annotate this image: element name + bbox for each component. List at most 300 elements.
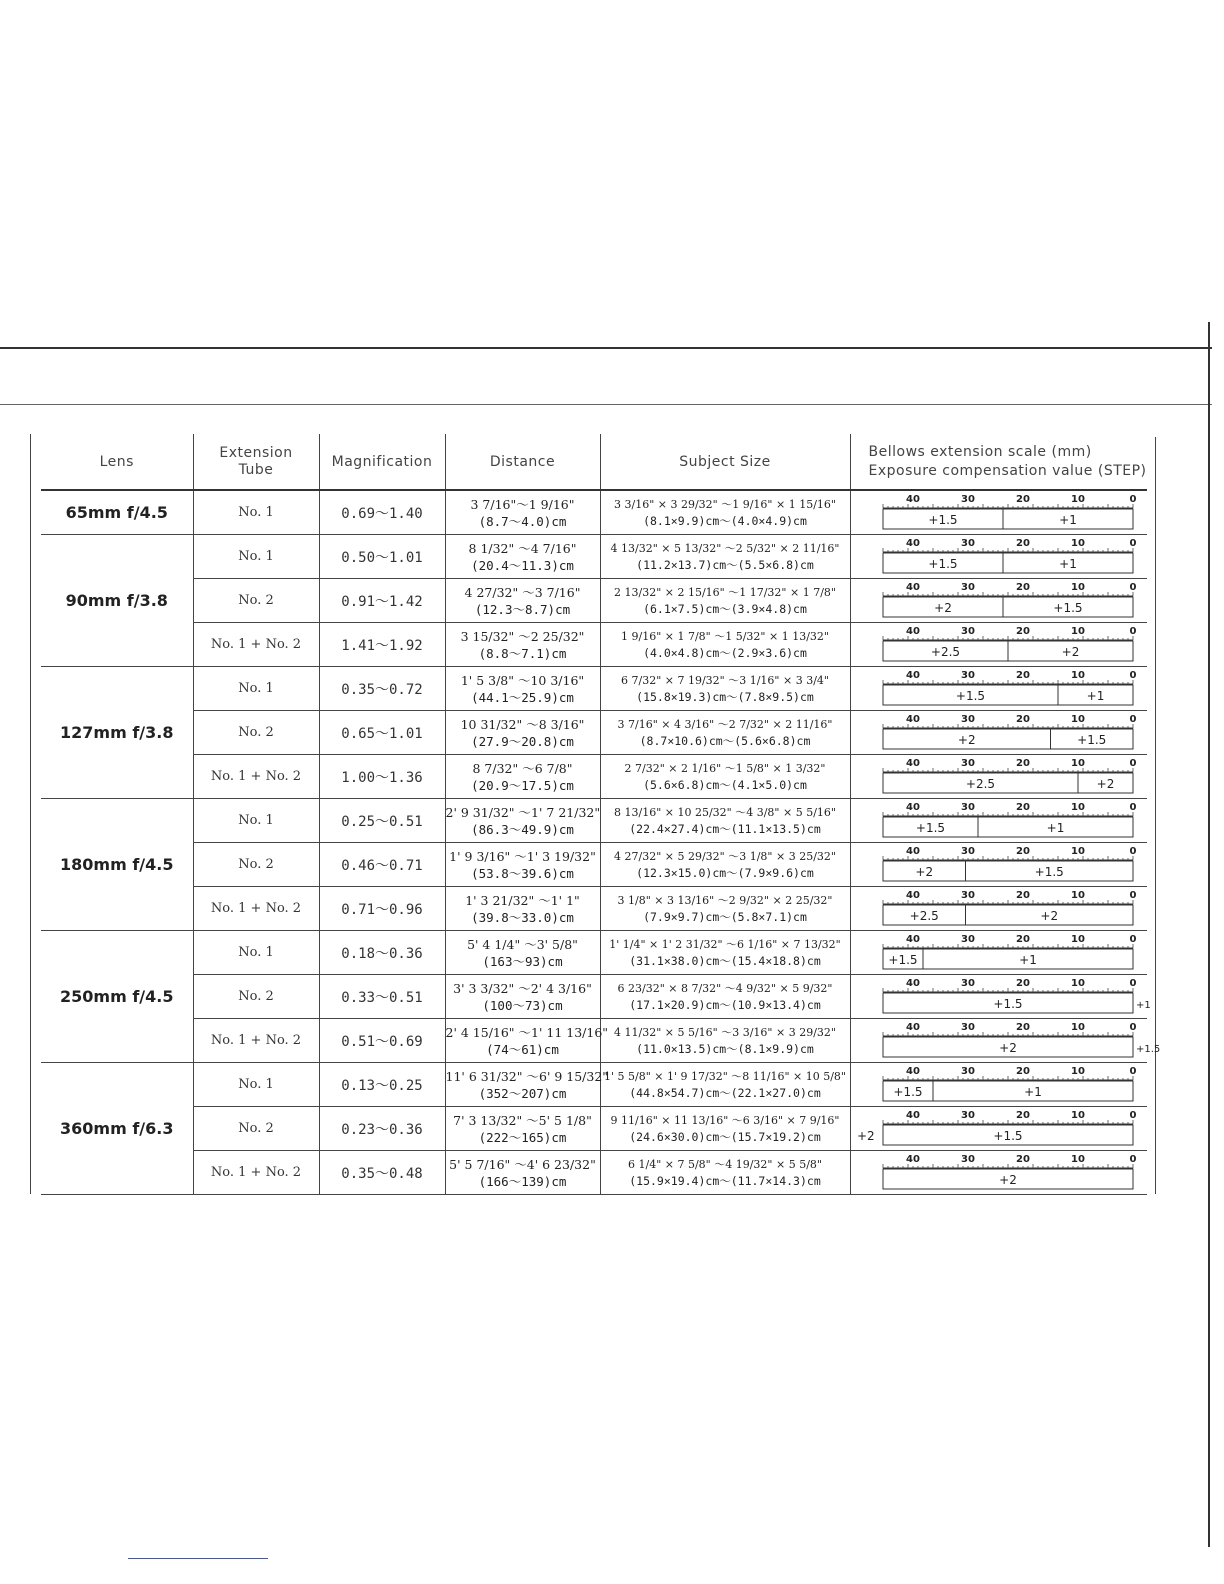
magnification-range: 1.00～1.36 <box>319 755 445 799</box>
subject-size-metric: (22.4×27.4)cm～(11.1×13.5)cm <box>629 821 821 836</box>
subject-size-cell <box>600 623 850 667</box>
subject-size-imperial: 3 7/16" × 4 3/16" ～2 7/32" × 2 11/16" <box>617 717 833 731</box>
bellows-scale <box>851 1107 1148 1150</box>
scale-tick-label: 10 <box>1070 1066 1085 1077</box>
scale-tick-label: 30 <box>960 890 975 901</box>
bellows-scale-cell <box>850 1107 1147 1151</box>
subject-size-metric: (44.8×54.7)cm～(22.1×27.0)cm <box>629 1085 821 1100</box>
magnification-range: 0.35～0.72 <box>319 667 445 711</box>
scale-tick-label: 0 <box>1129 978 1136 989</box>
compensation-value: +1.5 <box>955 689 985 703</box>
bellows-scale-cell <box>850 579 1147 623</box>
bellows-scale-cell <box>850 799 1147 843</box>
bellows-scale <box>851 1019 1160 1062</box>
subject-size-cell <box>600 887 850 931</box>
distance-imperial: 8 7/32" ～6 7/8" <box>472 760 573 776</box>
extension-tube: No. 1 + No. 2 <box>193 1019 319 1063</box>
compensation-value: +2.5 <box>930 645 960 659</box>
scale-tick-label: 20 <box>1015 890 1030 901</box>
scale-tick-label: 20 <box>1015 1154 1030 1165</box>
lens-name: 360mm f/6.3 <box>41 1063 193 1195</box>
subject-size-metric: (7.9×9.7)cm～(5.8×7.1)cm <box>643 909 807 924</box>
scale-tick-label: 20 <box>1015 538 1030 549</box>
subject-size-cell <box>600 535 850 579</box>
scale-tick-label: 0 <box>1129 582 1136 593</box>
scale-tick-label: 30 <box>960 1066 975 1077</box>
bellows-scale <box>851 491 1148 534</box>
extension-tube: No. 1 <box>193 535 319 579</box>
compensation-value: +2 <box>914 865 933 879</box>
distance-cell <box>445 799 600 843</box>
distance-imperial: 3 7/16"～1 9/16" <box>470 496 575 512</box>
table-row <box>41 535 1147 579</box>
subject-size-metric: (17.1×20.9)cm～(10.9×13.4)cm <box>629 997 821 1012</box>
scale-tick-label: 20 <box>1015 670 1030 681</box>
subject-size-cell <box>600 755 850 799</box>
scale-tick-label: 0 <box>1129 1110 1136 1121</box>
extension-tube: No. 2 <box>193 711 319 755</box>
subject-size-cell <box>600 931 850 975</box>
compensation-value: +2 <box>1096 777 1114 791</box>
table-row <box>41 1151 1147 1195</box>
subject-size-metric: (31.1×38.0)cm～(15.4×18.8)cm <box>629 953 821 968</box>
scale-tick-label: 40 <box>905 978 920 989</box>
scale-tick-label: 30 <box>960 802 975 813</box>
compensation-value: +1.5 <box>927 557 958 571</box>
header-lens: Lens <box>41 434 193 490</box>
magnification-range: 0.13～0.25 <box>319 1063 445 1107</box>
distance-cell <box>445 1107 600 1151</box>
compensation-value: +1.5 <box>992 1129 1023 1143</box>
subject-size-metric: (8.7×10.6)cm～(5.6×6.8)cm <box>639 733 811 748</box>
compensation-value: +1 <box>1023 1085 1042 1099</box>
compensation-box <box>883 773 1133 793</box>
scale-tick-label: 30 <box>960 494 975 505</box>
distance-metric: (20.9～17.5)cm <box>471 777 574 793</box>
subject-size-metric: (15.9×19.4)cm～(11.7×14.3)cm <box>629 1173 821 1188</box>
extension-tube: No. 2 <box>193 843 319 887</box>
scale-tick-label: 10 <box>1070 714 1085 725</box>
distance-cell <box>445 535 600 579</box>
compensation-value: +1.5 <box>992 997 1023 1011</box>
subject-size-cell <box>600 1063 850 1107</box>
bellows-scale-cell <box>850 490 1147 535</box>
subject-size-imperial: 1' 1/4" × 1' 2 31/32" ～6 1/16" × 7 13/32" <box>609 937 841 951</box>
scale-tick-label: 40 <box>905 538 920 549</box>
table-right-edge <box>1155 437 1156 1194</box>
compensation-value: +2 <box>998 1173 1017 1187</box>
magnification-range: 0.46～0.71 <box>319 843 445 887</box>
compensation-value: +2 <box>1039 909 1058 923</box>
distance-imperial: 3' 3 3/32" ～2' 4 3/16" <box>453 980 592 996</box>
magnification-range: 0.69～1.40 <box>319 490 445 535</box>
scale-tick-label: 20 <box>1015 978 1030 989</box>
scale-tick-label: 10 <box>1070 538 1085 549</box>
bellows-scale-cell <box>850 535 1147 579</box>
distance-imperial: 10 31/32" ～8 3/16" <box>460 716 585 732</box>
compensation-value: +1 <box>1086 689 1104 703</box>
subject-size-cell <box>600 975 850 1019</box>
distance-metric: (12.3～8.7)cm <box>474 601 571 617</box>
magnification-range: 0.33～0.51 <box>319 975 445 1019</box>
scale-tick-label: 10 <box>1070 1022 1085 1033</box>
subject-size-cell <box>600 799 850 843</box>
distance-imperial: 1' 3 21/32" ～1' 1" <box>465 892 580 908</box>
bellows-scale-cell <box>850 667 1147 711</box>
scale-tick-label: 40 <box>905 1110 920 1121</box>
bellows-scale <box>851 623 1148 666</box>
distance-imperial: 2' 9 31/32" ～1' 7 21/32" <box>445 804 601 820</box>
lens-name: 65mm f/4.5 <box>41 490 193 535</box>
distance-imperial: 3 15/32" ～2 25/32" <box>460 628 585 644</box>
distance-cell <box>445 931 600 975</box>
subject-size-cell <box>600 1107 850 1151</box>
scale-tick-label: 0 <box>1129 802 1136 813</box>
magnification-range: 0.18～0.36 <box>319 931 445 975</box>
lens-name: 250mm f/4.5 <box>41 931 193 1063</box>
lens-name: 90mm f/3.8 <box>41 535 193 667</box>
compensation-value: +1 <box>1046 821 1064 835</box>
subject-size-metric: (12.3×15.0)cm～(7.9×9.6)cm <box>636 865 814 880</box>
bellows-scale-cell <box>850 887 1147 931</box>
distance-imperial: 1' 9 3/16" ～1' 3 19/32" <box>449 848 596 864</box>
scale-tick-label: 10 <box>1070 890 1085 901</box>
scale-tick-label: 10 <box>1070 626 1085 637</box>
subject-size-imperial: 2 13/32" × 2 15/16" ～1 17/32" × 1 7/8" <box>614 585 836 599</box>
scale-tick-label: 30 <box>960 1110 975 1121</box>
table-row <box>41 711 1147 755</box>
subject-size-imperial: 9 11/16" × 11 13/16" ～6 3/16" × 7 9/16" <box>610 1113 840 1127</box>
distance-metric: (8.7～4.0)cm <box>478 513 567 529</box>
scale-tick-label: 30 <box>960 978 975 989</box>
distance-metric: (163～93)cm <box>482 953 563 969</box>
table-row <box>41 490 1147 535</box>
subject-size-metric: (6.1×7.5)cm～(3.9×4.8)cm <box>643 601 807 616</box>
scale-tick-label: 40 <box>905 1154 920 1165</box>
scale-tick-label: 30 <box>960 758 975 769</box>
scale-tick-label: 10 <box>1070 1110 1085 1121</box>
compensation-value: +1.5 <box>887 953 918 967</box>
scale-tick-label: 30 <box>960 714 975 725</box>
table-row <box>41 1019 1147 1063</box>
magnification-range: 0.23～0.36 <box>319 1107 445 1151</box>
bellows-scale <box>851 667 1148 710</box>
compensation-box <box>883 597 1133 617</box>
table-row <box>41 887 1147 931</box>
compensation-value: +1.5 <box>1052 601 1083 615</box>
extension-tube: No. 1 <box>193 667 319 711</box>
scale-tick-label: 40 <box>905 714 920 725</box>
distance-imperial: 5' 5 7/16" ～4' 6 23/32" <box>449 1156 596 1172</box>
subject-size-imperial: 8 13/16" × 10 25/32" ～4 3/8" × 5 5/16" <box>614 805 836 819</box>
footer-link-line <box>128 1558 268 1559</box>
magnification-range: 0.51～0.69 <box>319 1019 445 1063</box>
compensation-value: +1.5 <box>927 513 958 527</box>
table-left-edge <box>30 434 31 1194</box>
subject-size-metric: (5.6×6.8)cm～(4.1×5.0)cm <box>643 777 807 792</box>
magnification-range: 1.41～1.92 <box>319 623 445 667</box>
table-row <box>41 623 1147 667</box>
distance-metric: (74～61)cm <box>486 1041 559 1057</box>
compensation-box <box>883 509 1133 529</box>
scale-tick-label: 20 <box>1015 846 1030 857</box>
distance-cell <box>445 887 600 931</box>
scale-tick-label: 0 <box>1129 714 1136 725</box>
compensation-value: +2 <box>998 1041 1017 1055</box>
bellows-scale-cell <box>850 623 1147 667</box>
bellows-scale <box>851 843 1148 886</box>
scale-tick-label: 10 <box>1070 934 1085 945</box>
distance-imperial: 7' 3 13/32" ～5' 5 1/8" <box>453 1112 592 1128</box>
subject-size-imperial: 3 3/16" × 3 29/32" ～1 9/16" × 1 15/16" <box>614 497 836 511</box>
extension-tube: No. 2 <box>193 1107 319 1151</box>
subject-size-cell <box>600 1151 850 1195</box>
subject-size-cell <box>600 1019 850 1063</box>
scale-tick-label: 20 <box>1015 1066 1030 1077</box>
subject-size-imperial: 4 27/32" × 5 29/32" ～3 1/8" × 3 25/32" <box>614 849 836 863</box>
scale-tick-label: 10 <box>1070 846 1085 857</box>
subject-size-cell <box>600 711 850 755</box>
scale-tick-label: 40 <box>905 890 920 901</box>
scale-tick-label: 0 <box>1129 758 1136 769</box>
compensation-value: +2 <box>957 733 976 747</box>
scale-tick-label: 40 <box>905 1022 920 1033</box>
extension-tube: No. 1 <box>193 490 319 535</box>
subject-size-metric: (15.8×19.3)cm～(7.8×9.5)cm <box>636 689 814 704</box>
distance-metric: (86.3～49.9)cm <box>471 821 574 837</box>
scale-tick-label: 20 <box>1015 934 1030 945</box>
distance-metric: (352～207)cm <box>478 1085 567 1101</box>
bellows-scale <box>851 579 1148 622</box>
scale-tick-label: 40 <box>905 1066 920 1077</box>
scale-tick-label: 10 <box>1070 978 1085 989</box>
distance-metric: (20.4～11.3)cm <box>471 557 574 573</box>
compensation-value: +1.5 <box>892 1085 923 1099</box>
magnification-range: 0.35～0.48 <box>319 1151 445 1195</box>
subject-size-imperial: 3 1/8" × 3 13/16" ～2 9/32" × 2 25/32" <box>617 893 833 907</box>
distance-imperial: 1' 5 3/8" ～10 3/16" <box>460 672 585 688</box>
subject-size-imperial: 6 1/4" × 7 5/8" ～4 19/32" × 5 5/8" <box>628 1157 822 1171</box>
scale-tick-label: 10 <box>1070 670 1085 681</box>
bellows-scale <box>851 535 1148 578</box>
distance-imperial: 8 1/32" ～4 7/16" <box>468 540 577 556</box>
distance-imperial: 4 27/32" ～3 7/16" <box>464 584 581 600</box>
scale-tick-label: 0 <box>1129 1066 1136 1077</box>
scale-tick-label: 20 <box>1015 714 1030 725</box>
bellows-scale <box>851 975 1151 1018</box>
scale-tick-label: 30 <box>960 934 975 945</box>
compensation-value: +1.5 <box>1135 1044 1160 1055</box>
scale-tick-label: 30 <box>960 626 975 637</box>
subject-size-metric: (11.2×13.7)cm～(5.5×6.8)cm <box>636 557 814 572</box>
subject-size-imperial: 2 7/32" × 2 1/16" ～1 5/8" × 1 3/32" <box>624 761 826 775</box>
compensation-value: +1.5 <box>1076 733 1106 747</box>
subject-size-metric: (24.6×30.0)cm～(15.7×19.2)cm <box>629 1129 821 1144</box>
distance-imperial: 11' 6 31/32" ～6' 9 15/32" <box>445 1068 609 1084</box>
bellows-scale-cell <box>850 711 1147 755</box>
scale-tick-label: 0 <box>1129 670 1136 681</box>
subject-size-metric: (11.0×13.5)cm～(8.1×9.9)cm <box>636 1041 814 1056</box>
magnification-range: 0.91～1.42 <box>319 579 445 623</box>
magnification-range: 0.65～1.01 <box>319 711 445 755</box>
distance-cell <box>445 843 600 887</box>
subject-size-imperial: 4 13/32" × 5 13/32" ～2 5/32" × 2 11/16" <box>610 541 840 555</box>
distance-cell <box>445 711 600 755</box>
table-row <box>41 799 1147 843</box>
bellows-scale-cell <box>850 1063 1147 1107</box>
extension-tube: No. 1 + No. 2 <box>193 1151 319 1195</box>
scale-tick-label: 20 <box>1015 1022 1030 1033</box>
table-row <box>41 667 1147 711</box>
table-row <box>41 931 1147 975</box>
lens-name: 180mm f/4.5 <box>41 799 193 931</box>
extension-tube: No. 2 <box>193 975 319 1019</box>
bellows-scale <box>851 931 1148 974</box>
scale-tick-label: 0 <box>1129 846 1136 857</box>
scale-tick-label: 10 <box>1070 802 1085 813</box>
compensation-value: +2.5 <box>909 909 939 923</box>
compensation-value: +1.5 <box>1034 865 1064 879</box>
bellows-scale-cell <box>850 975 1151 1019</box>
bellows-scale <box>851 755 1148 798</box>
scale-tick-label: 30 <box>960 538 975 549</box>
subject-size-imperial: 1' 5 5/8" × 1' 9 17/32" ～8 11/16" × 10 5/8" <box>604 1069 846 1083</box>
header-tube-label: Extension Tube <box>219 444 293 478</box>
header-magnification: Magnification <box>319 434 445 490</box>
compensation-value: +2 <box>856 1129 875 1143</box>
scale-tick-label: 0 <box>1129 934 1136 945</box>
bellows-scale-cell <box>850 1019 1160 1063</box>
scale-tick-label: 30 <box>960 1022 975 1033</box>
extension-tube: No. 1 <box>193 931 319 975</box>
scale-tick-label: 10 <box>1070 494 1085 505</box>
distance-metric: (166～139)cm <box>478 1173 567 1189</box>
table-body <box>41 490 1160 1195</box>
bellows-scale-cell <box>850 843 1147 887</box>
compensation-value: +1 <box>1058 513 1077 527</box>
table-row <box>41 755 1147 799</box>
subject-size-cell <box>600 667 850 711</box>
bellows-scale <box>851 887 1148 930</box>
table-header-row <box>41 434 1147 490</box>
scale-tick-label: 10 <box>1070 758 1085 769</box>
header-tube <box>193 434 319 490</box>
magnification-range: 0.25～0.51 <box>319 799 445 843</box>
distance-metric: (222～165)cm <box>478 1129 567 1145</box>
scale-tick-label: 20 <box>1015 494 1030 505</box>
scale-tick-label: 40 <box>905 626 920 637</box>
bellows-scale-cell <box>850 755 1147 799</box>
distance-metric: (44.1～25.9)cm <box>471 689 574 705</box>
extension-tube: No. 1 + No. 2 <box>193 887 319 931</box>
scale-tick-label: 30 <box>960 582 975 593</box>
compensation-value: +1.5 <box>915 821 945 835</box>
subject-size-imperial: 4 11/32" × 5 5/16" ～3 3/16" × 3 29/32" <box>614 1025 836 1039</box>
subject-size-metric: (4.0×4.8)cm～(2.9×3.6)cm <box>643 645 807 660</box>
distance-imperial: 2' 4 15/16" ～1' 11 13/16" <box>445 1024 609 1040</box>
extension-tube: No. 1 <box>193 1063 319 1107</box>
distance-cell <box>445 755 600 799</box>
header-distance: Distance <box>445 434 600 490</box>
bellows-scale-cell <box>850 931 1147 975</box>
bellows-scale <box>851 1151 1148 1194</box>
scale-tick-label: 40 <box>905 802 920 813</box>
scale-tick-label: 40 <box>905 670 920 681</box>
magnification-range: 0.50～1.01 <box>319 535 445 579</box>
compensation-box <box>883 949 1133 969</box>
bellows-scale <box>851 1063 1148 1106</box>
table-row <box>41 975 1147 1019</box>
bellows-scale <box>851 711 1148 754</box>
scale-tick-label: 20 <box>1015 758 1030 769</box>
table-row <box>41 579 1147 623</box>
subject-size-imperial: 6 7/32" × 7 19/32" ～3 1/16" × 3 3/4" <box>621 673 829 687</box>
compensation-value: +1 <box>1135 1000 1151 1011</box>
compensation-value: +2 <box>1061 645 1079 659</box>
page-frame-right <box>1208 322 1210 1547</box>
magnification-range: 0.71～0.96 <box>319 887 445 931</box>
subject-size-imperial: 1 9/16" × 1 7/8" ～1 5/32" × 1 13/32" <box>621 629 829 643</box>
distance-metric: (53.8～39.6)cm <box>471 865 574 881</box>
scale-tick-label: 0 <box>1129 890 1136 901</box>
scale-tick-label: 40 <box>905 758 920 769</box>
extension-tube: No. 2 <box>193 579 319 623</box>
distance-cell <box>445 975 600 1019</box>
subject-size-cell <box>600 490 850 535</box>
extension-tube: No. 1 + No. 2 <box>193 755 319 799</box>
subject-size-imperial: 6 23/32" × 8 7/32" ～4 9/32" × 5 9/32" <box>617 981 833 995</box>
lens-spec-table <box>41 434 1160 1195</box>
scale-tick-label: 20 <box>1015 582 1030 593</box>
scale-tick-label: 0 <box>1129 538 1136 549</box>
scale-tick-label: 30 <box>960 846 975 857</box>
scale-tick-label: 20 <box>1015 626 1030 637</box>
distance-cell <box>445 623 600 667</box>
distance-metric: (100～73)cm <box>482 997 563 1013</box>
scale-tick-label: 0 <box>1129 626 1136 637</box>
subject-size-metric: (8.1×9.9)cm～(4.0×4.9)cm <box>643 513 807 528</box>
distance-cell <box>445 1151 600 1195</box>
scale-tick-label: 10 <box>1070 1154 1085 1165</box>
distance-cell <box>445 490 600 535</box>
header-bellows-line1: Bellows extension scale (mm) <box>868 443 1092 460</box>
distance-metric: (27.9～20.8)cm <box>471 733 574 749</box>
bellows-scale-cell <box>850 1151 1147 1195</box>
scale-tick-label: 40 <box>905 494 920 505</box>
subject-size-cell <box>600 843 850 887</box>
distance-metric: (8.8～7.1)cm <box>478 645 567 661</box>
compensation-value: +2.5 <box>965 777 995 791</box>
scale-tick-label: 0 <box>1129 494 1136 505</box>
page-frame-bottom <box>0 404 1212 405</box>
table-row <box>41 1063 1147 1107</box>
distance-imperial: 5' 4 1/4" ～3' 5/8" <box>467 936 578 952</box>
scale-tick-label: 20 <box>1015 1110 1030 1121</box>
page-frame-top <box>0 347 1212 349</box>
scale-tick-label: 40 <box>905 846 920 857</box>
scale-tick-label: 0 <box>1129 1154 1136 1165</box>
scale-tick-label: 40 <box>905 582 920 593</box>
header-bellows-line2: Exposure compensation value (STEP) <box>868 462 1147 479</box>
bellows-scale <box>851 799 1148 842</box>
scale-tick-label: 30 <box>960 1154 975 1165</box>
scale-tick-label: 0 <box>1129 1022 1136 1033</box>
scale-tick-label: 10 <box>1070 582 1085 593</box>
distance-metric: (39.8～33.0)cm <box>471 909 574 925</box>
compensation-box <box>883 553 1133 573</box>
compensation-value: +2 <box>933 601 952 615</box>
scale-tick-label: 30 <box>960 670 975 681</box>
